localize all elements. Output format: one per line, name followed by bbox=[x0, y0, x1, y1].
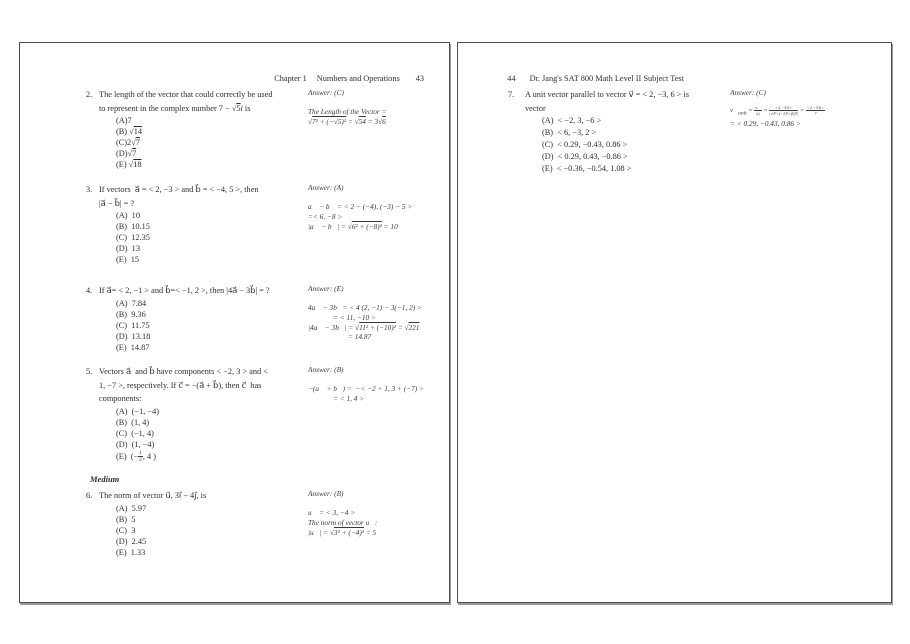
choice-D: (D) 13.18 bbox=[116, 331, 151, 341]
solution-line: −(a⃗ + b⃗) = −< −2 + 1, 3 + (−7) > bbox=[308, 384, 424, 393]
solution-line: =< 6, −8 > bbox=[308, 211, 343, 221]
solution-line: The Length of the Vector = bbox=[308, 107, 387, 116]
book-title: Dr. Jang's SAT 800 Math Level II Subject Test bbox=[529, 74, 684, 83]
question-number: 5. bbox=[86, 367, 93, 376]
solution-line: |4a⃗ − 3b⃗| = √11² + (−10)² = √221 bbox=[308, 322, 420, 332]
question-number: 3. bbox=[86, 185, 93, 194]
answer-column bbox=[308, 284, 449, 353]
answer-label: Answer: (B) bbox=[308, 365, 344, 374]
solution-line: The norm of vector u⃗: bbox=[308, 517, 378, 527]
question-number: 4. bbox=[86, 286, 93, 295]
question-text-line: components: bbox=[99, 394, 142, 403]
chapter-label: Chapter 1 bbox=[274, 74, 307, 83]
page-number: 43 bbox=[415, 74, 424, 83]
choice-E: (E) (− $\frac{1}{2}$ , 4 ) bbox=[116, 449, 156, 463]
answer-label: Answer: (A) bbox=[308, 183, 344, 192]
question-block-5 bbox=[20, 365, 449, 463]
answer-column bbox=[308, 88, 449, 170]
choice-E: (E) 1.33 bbox=[116, 547, 146, 557]
choice-B: (B) 9.36 bbox=[116, 309, 146, 319]
question-body bbox=[99, 88, 308, 170]
question-number: 7. bbox=[508, 90, 515, 99]
choice-B: (B) < 6, −3, 2 > bbox=[542, 127, 597, 137]
choice-list bbox=[116, 298, 308, 353]
choice-D: (D) (1, −4) bbox=[116, 439, 155, 449]
choice-B: (B) (1, 4) bbox=[116, 417, 150, 427]
answer-column bbox=[308, 183, 449, 265]
question-body bbox=[99, 365, 308, 463]
choice-B: (B) 10.15 bbox=[116, 222, 150, 231]
answer-column bbox=[308, 489, 449, 558]
solution-line: = < 1, 4 > bbox=[333, 393, 365, 403]
choice-A: (A) (−1, −4) bbox=[116, 406, 159, 416]
solution-line: |u⃗| = √3² + (−4)² = 5 bbox=[308, 527, 377, 537]
choice-E: (E) < −0.36, −0.54, 1.08 > bbox=[542, 163, 632, 173]
choice-D: (D) < 0.29, 0.43, −0.86 > bbox=[542, 151, 628, 161]
solution-line: √7² + (−√5)² = √54 = 3√6 bbox=[308, 116, 386, 126]
answer-column bbox=[730, 88, 891, 175]
question-block-7 bbox=[458, 88, 891, 175]
choice-A: (A) 7.84 bbox=[116, 298, 147, 308]
right-page bbox=[457, 42, 892, 603]
solution-line: = < 11, −10 > bbox=[333, 312, 376, 322]
difficulty-section-label: Medium bbox=[90, 474, 120, 484]
question-body bbox=[525, 88, 730, 175]
choice-list bbox=[116, 503, 308, 558]
choice-C: (C) < 0.29, −0.43, 0.86 > bbox=[542, 139, 628, 149]
question-text-line: A unit vector parallel to vector v⃗ = < 2, −3, 6 > is bbox=[525, 90, 689, 99]
choice-B: (B) √14 bbox=[116, 127, 142, 136]
choice-D: (D)√7 bbox=[116, 149, 137, 158]
question-body bbox=[99, 489, 308, 558]
question-block-4 bbox=[20, 284, 449, 353]
choice-E: (E) 14.87 bbox=[116, 342, 150, 352]
solution-work bbox=[308, 107, 449, 127]
choice-list bbox=[116, 115, 308, 170]
question-number: 2. bbox=[86, 90, 93, 99]
choice-B: (B) 5 bbox=[116, 514, 136, 524]
question-text-line: vector bbox=[525, 103, 546, 113]
page-number: 44 bbox=[507, 74, 516, 83]
solution-line: $v⃗_{unit}$ = $\frac{v⃗}{|v|}$ = $\frac{<2,-3,6>}{\text{|√2²+(−3)²+(6)²|}}$ = $\frac{<2,-3,6>}{7}$ bbox=[730, 105, 824, 117]
choice-A: (A) < −2, 3, −6 > bbox=[542, 116, 602, 125]
answer-label: Answer: (B) bbox=[308, 489, 344, 498]
answer-label: Answer: (C) bbox=[730, 88, 766, 97]
choice-A: (A) 10 bbox=[116, 211, 140, 220]
question-text-line: The length of the vector that could correctly be used bbox=[99, 90, 273, 99]
choice-E: (E) √18 bbox=[116, 160, 142, 169]
choice-D: (D) 2.45 bbox=[116, 536, 147, 546]
choice-C: (C) 12.35 bbox=[116, 233, 150, 242]
question-text-line: If vectors a⃗ = < 2, −3 > and b⃗ = < −4, 5 >, then bbox=[99, 185, 259, 194]
question-text-line: The norm of vector u⃗, 3i⃗ − 4j⃗, is bbox=[99, 491, 207, 500]
question-text-line: Vectors a⃗ and b⃗ have components < −2, 3 > and < bbox=[99, 367, 268, 376]
question-block-6 bbox=[20, 489, 449, 558]
question-body bbox=[99, 284, 308, 353]
question-text-line: |a⃗ − b⃗| = ? bbox=[99, 198, 135, 208]
solution-line: = 14.87 bbox=[348, 332, 372, 342]
choice-C: (C) 3 bbox=[116, 525, 136, 535]
solution-line: u⃗ = < 3, −4 > bbox=[308, 508, 356, 517]
section-title: Numbers and Operations bbox=[316, 74, 400, 83]
choice-C: (C) (−1, 4) bbox=[116, 428, 154, 438]
choice-C: (C)2√7 bbox=[116, 138, 140, 147]
solution-work bbox=[308, 303, 449, 342]
answer-column bbox=[308, 365, 449, 463]
solution-line: a⃗ − b⃗ = < 2 − (−4), (−3) − 5 > bbox=[308, 202, 413, 211]
choice-E: (E) 15 bbox=[116, 255, 140, 264]
question-block-2 bbox=[20, 88, 449, 170]
question-number: 6. bbox=[86, 491, 93, 500]
choice-list bbox=[542, 115, 730, 175]
solution-work bbox=[308, 202, 449, 231]
question-text-line: 1, −7 >, respectively. If c⃗ = −(a⃗ + b⃗), then c⃗ has bbox=[99, 380, 262, 390]
solution-line: 4a⃗ − 3b⃗= < 4 (2, −1) − 3(−1, 2) > bbox=[308, 303, 422, 312]
solution-work bbox=[308, 384, 449, 404]
solution-work bbox=[308, 508, 449, 537]
question-block-3 bbox=[20, 183, 449, 265]
choice-A: (A)7 bbox=[116, 116, 132, 125]
choice-C: (C) 11.75 bbox=[116, 320, 150, 330]
solution-line: |a⃗ − b⃗| = √6² + (−8)² = 10 bbox=[308, 221, 398, 231]
choice-list bbox=[116, 406, 308, 464]
solution-work bbox=[730, 105, 891, 129]
choice-D: (D) 13 bbox=[116, 244, 140, 253]
question-text-line: to represent in the complex number 7 − √5i is bbox=[99, 103, 251, 113]
left-page bbox=[19, 42, 450, 603]
question-text-line: If a⃗= < 2, −1 > and b⃗=< −1, 2 >, then |4a⃗ − 3b⃗| = ? bbox=[99, 286, 270, 295]
solution-line: = < 0.29, −0.43, 0.86 > bbox=[730, 119, 801, 129]
answer-label: Answer: (C) bbox=[308, 88, 344, 97]
choice-A: (A) 5.97 bbox=[116, 503, 147, 513]
answer-label: Answer: (E) bbox=[308, 284, 344, 293]
choice-list bbox=[116, 210, 308, 265]
question-body bbox=[99, 183, 308, 265]
